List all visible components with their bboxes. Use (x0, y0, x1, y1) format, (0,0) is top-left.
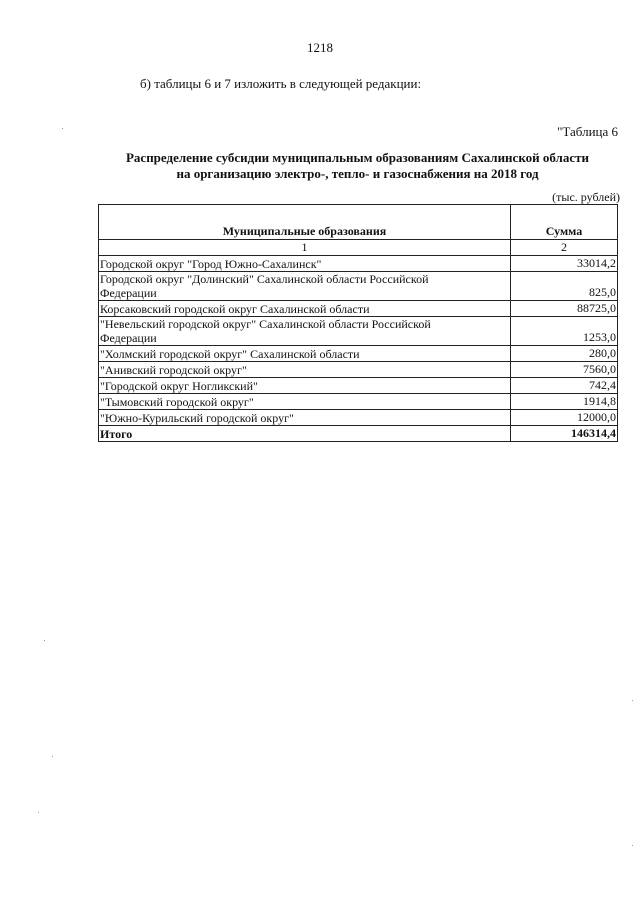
units-note: (тыс. рублей) (552, 190, 620, 204)
subsidy-amount: 825,0 (511, 272, 618, 301)
subsidy-amount: 1253,0 (511, 317, 618, 346)
municipality-name-line: "Городской округ Ногликский" (100, 379, 258, 393)
subsidy-amount: 1914,8 (511, 394, 618, 410)
municipality-name-line: "Анивский городской округ" (100, 363, 247, 377)
column-number-1: 1 (99, 240, 511, 256)
scan-speck (632, 700, 633, 701)
municipality-name-line: Городской округ "Долинский" Сахалинской области Российской (100, 272, 429, 286)
table-title-line: Распределение субсидии муниципальным образованиям Сахалинской области (125, 150, 589, 165)
municipality-name-line: "Тымовский городской округ" (100, 395, 254, 409)
municipality-name (99, 317, 511, 346)
table-title (0, 150, 640, 182)
subsidy-amount: 88725,0 (511, 301, 618, 317)
municipality-name-line: Федерации (100, 331, 157, 345)
scan-speck (52, 756, 53, 757)
column-number-2: 2 (511, 240, 618, 256)
municipality-name (99, 378, 511, 394)
scan-speck (62, 128, 63, 129)
total-row (99, 426, 618, 442)
table-row (99, 256, 618, 272)
scan-speck (44, 640, 45, 641)
column-header-name: Муниципальные образования (99, 205, 511, 240)
column-number-row (99, 240, 618, 256)
table-row (99, 272, 618, 301)
table-row (99, 317, 618, 346)
municipality-name (99, 394, 511, 410)
municipality-name-line: Городской округ "Город Южно-Сахалинск" (100, 257, 322, 271)
table-label: "Таблица 6 (557, 124, 618, 139)
total-label: Итого (99, 426, 511, 442)
page-number: 1218 (307, 40, 333, 55)
table-row (99, 394, 618, 410)
table-row (99, 301, 618, 317)
municipality-name (99, 272, 511, 301)
intro-text: б) таблицы 6 и 7 изложить в следующей редакции: (140, 76, 422, 91)
municipality-name-line: Федерации (100, 286, 157, 300)
municipality-name (99, 410, 511, 426)
subsidy-amount: 742,4 (511, 378, 618, 394)
table-row (99, 346, 618, 362)
subsidy-amount: 280,0 (511, 346, 618, 362)
municipality-name (99, 256, 511, 272)
total-amount: 146314,4 (511, 426, 618, 442)
column-header-amount: Сумма (511, 205, 618, 240)
municipality-name (99, 346, 511, 362)
municipality-name-line: Корсаковский городской округ Сахалинской области (100, 302, 370, 316)
table-title-line: на организацию электро-, тепло- и газоснабжения на 2018 год (176, 166, 539, 181)
table-row (99, 410, 618, 426)
subsidy-table (98, 204, 618, 442)
subsidy-amount: 33014,2 (511, 256, 618, 272)
municipality-name (99, 362, 511, 378)
municipality-name (99, 301, 511, 317)
municipality-name-line: "Холмский городской округ" Сахалинской области (100, 347, 360, 361)
subsidy-amount: 7560,0 (511, 362, 618, 378)
table-body (99, 256, 618, 426)
scan-speck (38, 812, 39, 813)
table-header-row (99, 205, 618, 240)
subsidy-amount: 12000,0 (511, 410, 618, 426)
table-row (99, 378, 618, 394)
municipality-name-line: "Южно-Курильский городской округ" (100, 411, 294, 425)
scan-speck (632, 845, 633, 846)
municipality-name-line: "Невельский городской округ" Сахалинской области Российской (100, 317, 431, 331)
table-row (99, 362, 618, 378)
